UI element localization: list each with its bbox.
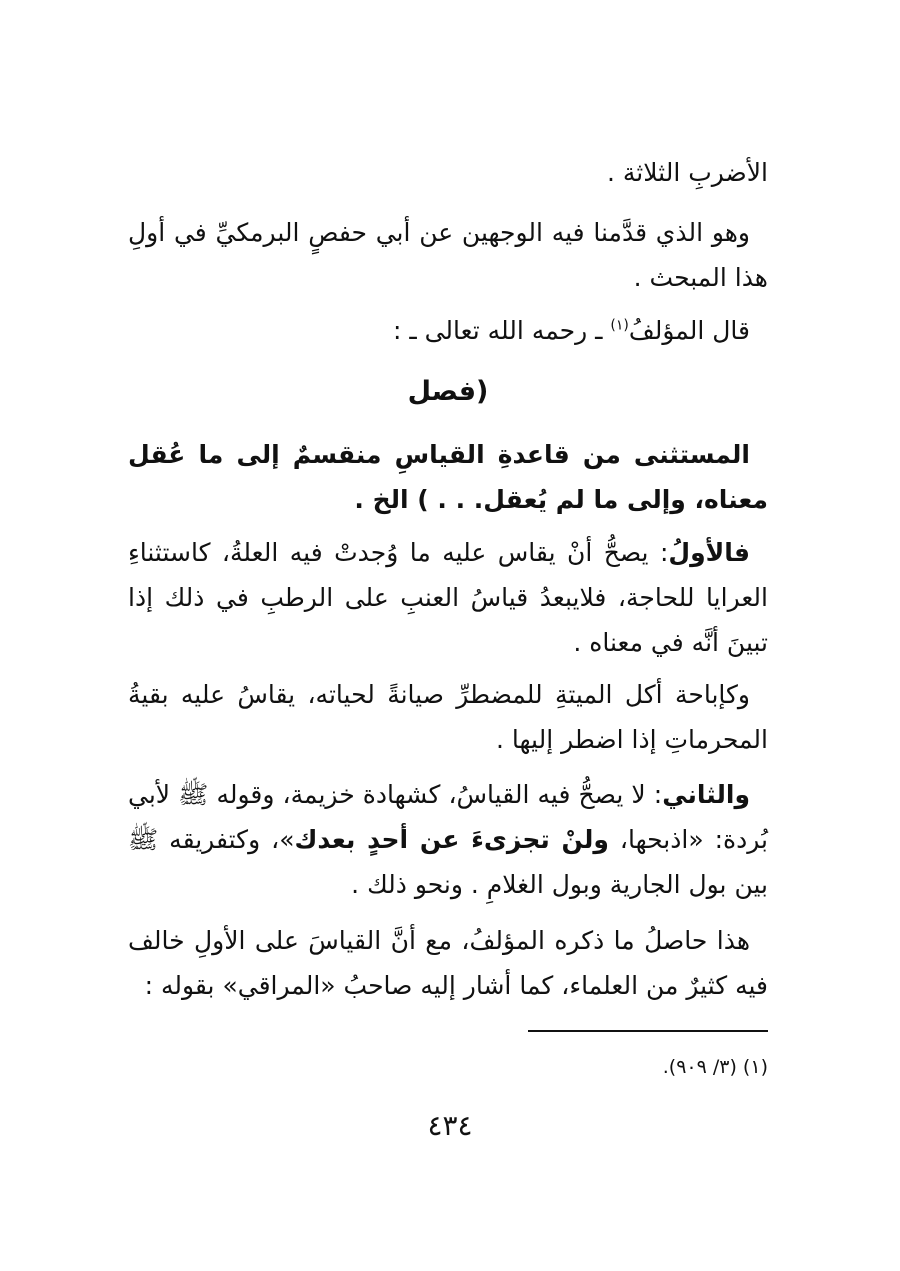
paragraph-3-text-start: قال المؤلفُ [628,316,750,345]
paragraph-7-lead: والثاني [662,780,750,809]
paragraph-5 [128,530,768,665]
paragraph-3-text-end: ـ رحمه الله تعالى ـ : [392,316,611,345]
paragraph-5-text: : يصحُّ أنْ يقاس عليه ما وُجدتْ فيه العلةُ، كاستثناءِ العرايا للحاجة، فلايبعدُ قياسُ العنبِ على الرطبِ في ذلك إذا تبينَ أنَّه في معناه . [128,538,768,657]
paragraph-7 [128,772,768,907]
paragraph-2 [128,210,768,300]
paragraph-7-text-b: »، وكتفريقه ﷺ بين بول الجارية وبول الغلامِ . ونحو ذلك . [128,825,768,899]
paragraph-6-text: وكإباحة أكل الميتةِ للمضطرِّ صيانةً لحياته، يقاسُ عليه بقيةُ المحرماتِ إذا اضطر إليها . [128,680,768,754]
footnote-marker: (١) [610,317,629,334]
footnote-separator [528,1030,768,1032]
paragraph-7-text-a: : لا يصحُّ فيه القياسُ، كشهادة خزيمة، وقوله ﷺ لأبي بُردة: «اذبحها، [128,780,768,854]
paragraph-2-text: وهو الذي قدَّمنا فيه الوجهين عن أبي حفصٍ البرمكيِّ في أولِ هذا المبحث . [128,218,768,292]
paragraph-8-text: هذا حاصلُ ما ذكره المؤلفُ، مع أنَّ القياسَ على الأولِ خالف فيه كثيرٌ من العلماء، كما أشار إليه صاحبُ «المراقي» بقوله : [128,926,768,1000]
footnote: (١) (٣/ ٩٠٩). [662,1056,768,1078]
paragraph-4-text: المستثنى من قاعدةِ القياسِ منقسمٌ إلى ما عُقل معناه، وإلى ما لم يُعقل. . . ) الخ . [128,440,768,514]
paragraph-8 [128,918,768,1008]
paragraph-4 [128,432,768,522]
paragraph-7-quote: ولنْ تجزىءَ عن أحدٍ بعدك [294,825,609,854]
paragraph-1 [128,150,768,195]
section-heading: (فصل [407,376,489,407]
paragraph-5-lead: فالأولُ [668,538,750,567]
paragraph-1-text: الأضربِ الثلاثة . [607,158,768,187]
page-number: ٤٣٤ [427,1109,473,1142]
paragraph-3 [128,308,768,353]
paragraph-6 [128,672,768,762]
